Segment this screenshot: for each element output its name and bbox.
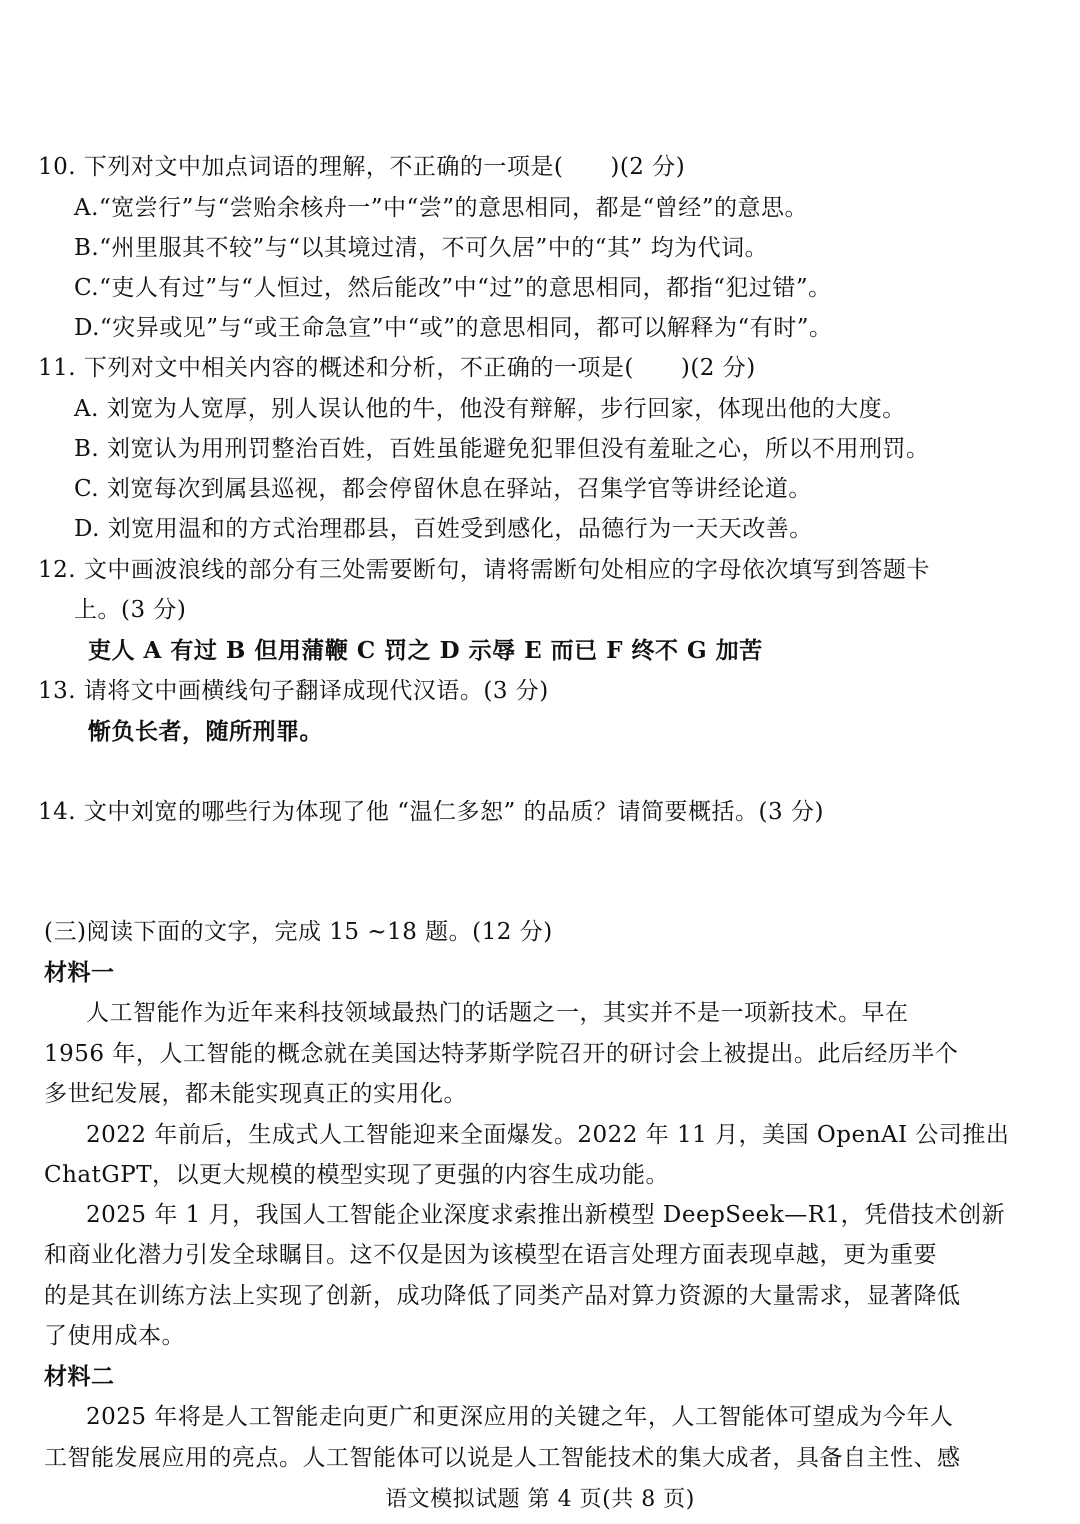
material-1-line: 和商业化潜力引发全球瞩目。这不仅是因为该模型在语言处理方面表现卓越，更为重要 — [44, 1242, 937, 1268]
question-11-option-d: D. 刘宽用温和的方式治理郡县，百姓受到感化，品德行为一天天改善。 — [74, 516, 813, 542]
material-1-line: 多世纪发展，都未能实现真正的实用化。 — [44, 1081, 467, 1107]
material-1-line: ChatGPT，以更大规模的模型实现了更强的内容生成功能。 — [44, 1162, 670, 1188]
question-10-option-d: D.“灾异或见”与“或王命急宣”中“或”的意思相同，都可以解释为“有时”。 — [74, 315, 833, 341]
section-3-heading: (三)阅读下面的文字，完成 15 ~18 题。(12 分) — [44, 919, 553, 945]
question-10-option-a: A.“宽尝行”与“尝贻余核舟一”中“尝”的意思相同，都是“曾经”的意思。 — [74, 195, 808, 221]
page-footer: 语文模拟试题 第 4 页(共 8 页) — [385, 1487, 695, 1512]
material-1-line: 2025 年 1 月，我国人工智能企业深度求索推出新模型 DeepSeek—R1，凭借技术创新 — [86, 1202, 1006, 1228]
material-1-line: 2022 年前后，生成式人工智能迎来全面爆发。2022 年 11 月，美国 OpenAI 公司推出 — [86, 1122, 1010, 1148]
material-2-line: 2025 年将是人工智能走向更广和更深应用的关键之年，人工智能体可望成为今年人 — [86, 1404, 954, 1430]
material-1-line: 人工智能作为近年来科技领域最热门的话题之一，其实并不是一项新技术。早在 — [86, 1000, 909, 1026]
question-10-option-b: B.“州里服其不较”与“以其境过清，不可久居”中的“其” 均为代词。 — [74, 235, 769, 261]
material-1-line: 的是其在训练方法上实现了创新，成功降低了同类产品对算力资源的大量需求，显著降低 — [44, 1283, 961, 1309]
question-10-option-c: C.“吏人有过”与“人恒过，然后能改”中“过”的意思相同，都指“犯过错”。 — [74, 275, 832, 301]
material-2-title: 材料二 — [44, 1363, 115, 1390]
question-11-stem: 11. 下列对文中相关内容的概述和分析，不正确的一项是( )(2 分) — [38, 355, 756, 381]
question-13-stem: 13. 请将文中画横线句子翻译成现代汉语。(3 分) — [38, 678, 549, 704]
question-13-passage: 惭负长者，随所刑罪。 — [88, 718, 323, 745]
question-11-option-a: A. 刘宽为人宽厚，别人误认他的牛，他没有辩解，步行回家，体现出他的大度。 — [74, 396, 906, 422]
material-1-title: 材料一 — [44, 959, 115, 986]
material-2-line: 工智能发展应用的亮点。人工智能体可以说是人工智能技术的集大成者，具备自主性、感 — [44, 1445, 961, 1471]
question-11-option-b: B. 刘宽认为用刑罚整治百姓，百姓虽能避免犯罪但没有羞耻之心，所以不用刑罚。 — [74, 436, 930, 462]
material-1-line: 了使用成本。 — [44, 1323, 185, 1349]
question-12-stem-line1: 12. 文中画波浪线的部分有三处需要断句，请将需断句处相应的字母依次填写到答题卡 — [38, 557, 930, 583]
question-12-passage: 吏人 A 有过 B 但用蒲鞭 C 罚之 D 示辱 E 而已 F 终不 G 加苦 — [88, 637, 763, 664]
question-11-option-c: C. 刘宽每次到属县巡视，都会停留休息在驿站，召集学官等讲经论道。 — [74, 476, 812, 502]
material-1-line: 1956 年，人工智能的概念就在美国达特茅斯学院召开的研讨会上被提出。此后经历半个 — [44, 1041, 959, 1067]
question-12-stem-line2: 上。(3 分) — [74, 597, 187, 623]
question-14-stem: 14. 文中刘宽的哪些行为体现了他 “温仁多恕” 的品质？请简要概括。(3 分) — [38, 799, 824, 825]
question-10-stem: 10. 下列对文中加点词语的理解，不正确的一项是( )(2 分) — [38, 154, 686, 180]
